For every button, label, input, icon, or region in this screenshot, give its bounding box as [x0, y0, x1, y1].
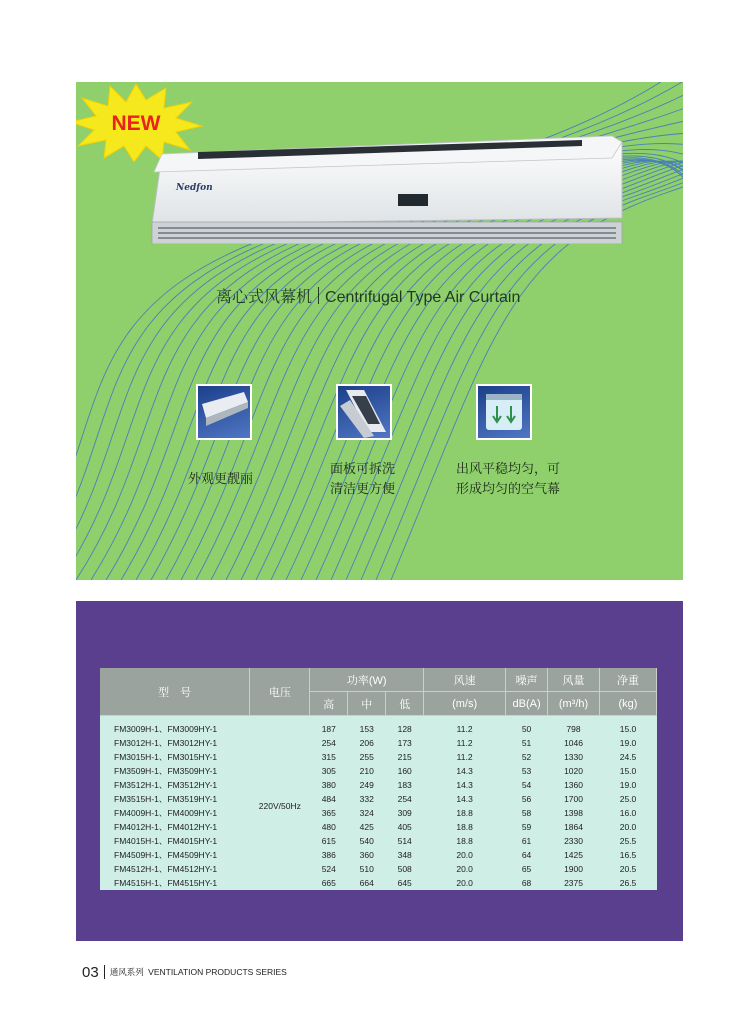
table-row	[100, 722, 657, 736]
noise-cell: 61	[506, 834, 548, 848]
airflow-cell: 1864	[548, 820, 600, 834]
product-banner	[76, 82, 683, 580]
noise-cell: 65	[506, 862, 548, 876]
noise-cell: 54	[506, 778, 548, 792]
brand-logo: Nedfon	[176, 183, 213, 193]
header-noise-unit: dB(A)	[506, 692, 548, 716]
weight-cell: 25.5	[600, 834, 657, 848]
feature-1-text: 外观更靓丽	[188, 472, 254, 487]
table-row	[100, 862, 657, 876]
model-cell: FM4512H-1、FM4512HY-1	[100, 862, 250, 876]
header-power-high: 高	[310, 692, 348, 716]
footer-divider	[104, 965, 105, 979]
noise-cell: 68	[506, 876, 548, 890]
high-cell: 305	[310, 764, 348, 778]
spec-table	[100, 668, 657, 890]
air-curtain-image	[142, 132, 629, 244]
mid-cell: 255	[348, 750, 386, 764]
high-cell: 365	[310, 806, 348, 820]
page-footer	[82, 964, 287, 982]
model-cell: FM3512H-1、FM3512HY-1	[100, 778, 250, 792]
mid-cell: 249	[348, 778, 386, 792]
high-cell: 254	[310, 736, 348, 750]
airflow-cell: 2375	[548, 876, 600, 890]
noise-cell: 50	[506, 722, 548, 736]
table-row	[100, 764, 657, 778]
new-badge-text: NEW	[111, 112, 161, 135]
noise-cell: 51	[506, 736, 548, 750]
header-weight: 净重	[600, 668, 657, 692]
noise-cell: 56	[506, 792, 548, 806]
airflow-cell: 1360	[548, 778, 600, 792]
low-cell: 160	[386, 764, 424, 778]
header-speed: 风速	[424, 668, 506, 692]
table-row	[100, 736, 657, 750]
series-en: VENTILATION PRODUCTS SERIES	[148, 967, 287, 977]
model-cell: FM4012H-1、FM4012HY-1	[100, 820, 250, 834]
page-number: 03	[82, 964, 99, 981]
model-cell: FM4515H-1、FM4515HY-1	[100, 876, 250, 890]
title-en: Centrifugal Type Air Curtain	[325, 289, 521, 306]
mid-cell: 332	[348, 792, 386, 806]
high-cell: 524	[310, 862, 348, 876]
noise-cell: 59	[506, 820, 548, 834]
noise-cell: 52	[506, 750, 548, 764]
high-cell: 315	[310, 750, 348, 764]
speed-cell: 20.0	[424, 862, 506, 876]
high-cell: 480	[310, 820, 348, 834]
title-divider	[318, 287, 319, 304]
low-cell: 514	[386, 834, 424, 848]
model-cell: FM3509H-1、FM3509HY-1	[100, 764, 250, 778]
low-cell: 254	[386, 792, 424, 806]
weight-cell: 20.5	[600, 862, 657, 876]
header-noise: 噪声	[506, 668, 548, 692]
low-cell: 348	[386, 848, 424, 862]
weight-cell: 15.0	[600, 722, 657, 736]
airflow-cell: 1398	[548, 806, 600, 820]
airflow-cell: 1020	[548, 764, 600, 778]
mid-cell: 425	[348, 820, 386, 834]
noise-cell: 53	[506, 764, 548, 778]
mid-cell: 510	[348, 862, 386, 876]
table-row	[100, 750, 657, 764]
mid-cell: 153	[348, 722, 386, 736]
speed-cell: 20.0	[424, 876, 506, 890]
high-cell: 187	[310, 722, 348, 736]
voltage-cell: 220V/50Hz	[250, 722, 310, 890]
high-cell: 615	[310, 834, 348, 848]
high-cell: 484	[310, 792, 348, 806]
weight-cell: 19.0	[600, 736, 657, 750]
low-cell: 215	[386, 750, 424, 764]
product-title	[216, 284, 520, 307]
low-cell: 173	[386, 736, 424, 750]
model-cell: FM3009H-1、FM3009HY-1	[100, 722, 250, 736]
low-cell: 508	[386, 862, 424, 876]
low-cell: 405	[386, 820, 424, 834]
high-cell: 380	[310, 778, 348, 792]
airflow-cell: 1425	[548, 848, 600, 862]
model-cell: FM3015H-1、FM3015HY-1	[100, 750, 250, 764]
weight-cell: 16.0	[600, 806, 657, 820]
table-row	[100, 834, 657, 848]
model-cell: FM4015H-1、FM4015HY-1	[100, 834, 250, 848]
low-cell: 183	[386, 778, 424, 792]
weight-cell: 25.0	[600, 792, 657, 806]
table-row	[100, 806, 657, 820]
high-cell: 665	[310, 876, 348, 890]
mid-cell: 210	[348, 764, 386, 778]
header-speed-unit: (m/s)	[424, 692, 506, 716]
mid-cell: 360	[348, 848, 386, 862]
model-cell: FM4509H-1、FM4509HY-1	[100, 848, 250, 862]
mid-cell: 206	[348, 736, 386, 750]
header-power: 功率(W)	[310, 668, 424, 692]
header-weight-unit: (kg)	[600, 692, 657, 716]
mid-cell: 324	[348, 806, 386, 820]
airflow-cell: 798	[548, 722, 600, 736]
table-row	[100, 876, 657, 890]
header-power-low: 低	[386, 692, 424, 716]
removable-panel-feature-icon	[336, 384, 392, 440]
speed-cell: 18.8	[424, 820, 506, 834]
header-airflow: 风量	[548, 668, 600, 692]
speed-cell: 20.0	[424, 848, 506, 862]
feature-2-text: 面板可拆洗 清洁更方便	[330, 462, 396, 497]
mid-cell: 540	[348, 834, 386, 848]
header-model: 型 号	[100, 668, 250, 716]
uniform-airflow-feature-icon	[476, 384, 532, 440]
weight-cell: 16.5	[600, 848, 657, 862]
model-cell: FM4009H-1、FM4009HY-1	[100, 806, 250, 820]
spec-table-body	[100, 716, 657, 891]
airflow-cell: 1700	[548, 792, 600, 806]
speed-cell: 11.2	[424, 736, 506, 750]
series-cn: 通风系列	[109, 967, 144, 977]
header-voltage: 电压	[250, 668, 310, 716]
weight-cell: 19.0	[600, 778, 657, 792]
airflow-cell: 1900	[548, 862, 600, 876]
speed-cell: 11.2	[424, 722, 506, 736]
title-cn: 离心式风幕机	[216, 289, 313, 306]
speed-cell: 14.3	[424, 792, 506, 806]
low-cell: 645	[386, 876, 424, 890]
header-airflow-unit: (m³/h)	[548, 692, 600, 716]
weight-cell: 24.5	[600, 750, 657, 764]
header-power-mid: 中	[348, 692, 386, 716]
weight-cell: 20.0	[600, 820, 657, 834]
model-cell: FM3012H-1、FM3012HY-1	[100, 736, 250, 750]
low-cell: 128	[386, 722, 424, 736]
noise-cell: 64	[506, 848, 548, 862]
table-row	[100, 848, 657, 862]
speed-cell: 18.8	[424, 834, 506, 848]
spec-panel	[76, 601, 683, 941]
model-cell: FM3515H-1、FM3519HY-1	[100, 792, 250, 806]
speed-cell: 18.8	[424, 806, 506, 820]
airflow-cell: 1046	[548, 736, 600, 750]
airflow-cell: 2330	[548, 834, 600, 848]
table-row	[100, 778, 657, 792]
speed-cell: 14.3	[424, 778, 506, 792]
weight-cell: 26.5	[600, 876, 657, 890]
low-cell: 309	[386, 806, 424, 820]
table-row	[100, 792, 657, 806]
high-cell: 386	[310, 848, 348, 862]
airflow-cell: 1330	[548, 750, 600, 764]
noise-cell: 58	[506, 806, 548, 820]
mid-cell: 664	[348, 876, 386, 890]
feature-3-text: 出风平稳均匀，可 形成均匀的空气幕	[456, 462, 561, 497]
speed-cell: 11.2	[424, 750, 506, 764]
appearance-feature-icon	[196, 384, 252, 440]
weight-cell: 15.0	[600, 764, 657, 778]
table-row	[100, 820, 657, 834]
speed-cell: 14.3	[424, 764, 506, 778]
